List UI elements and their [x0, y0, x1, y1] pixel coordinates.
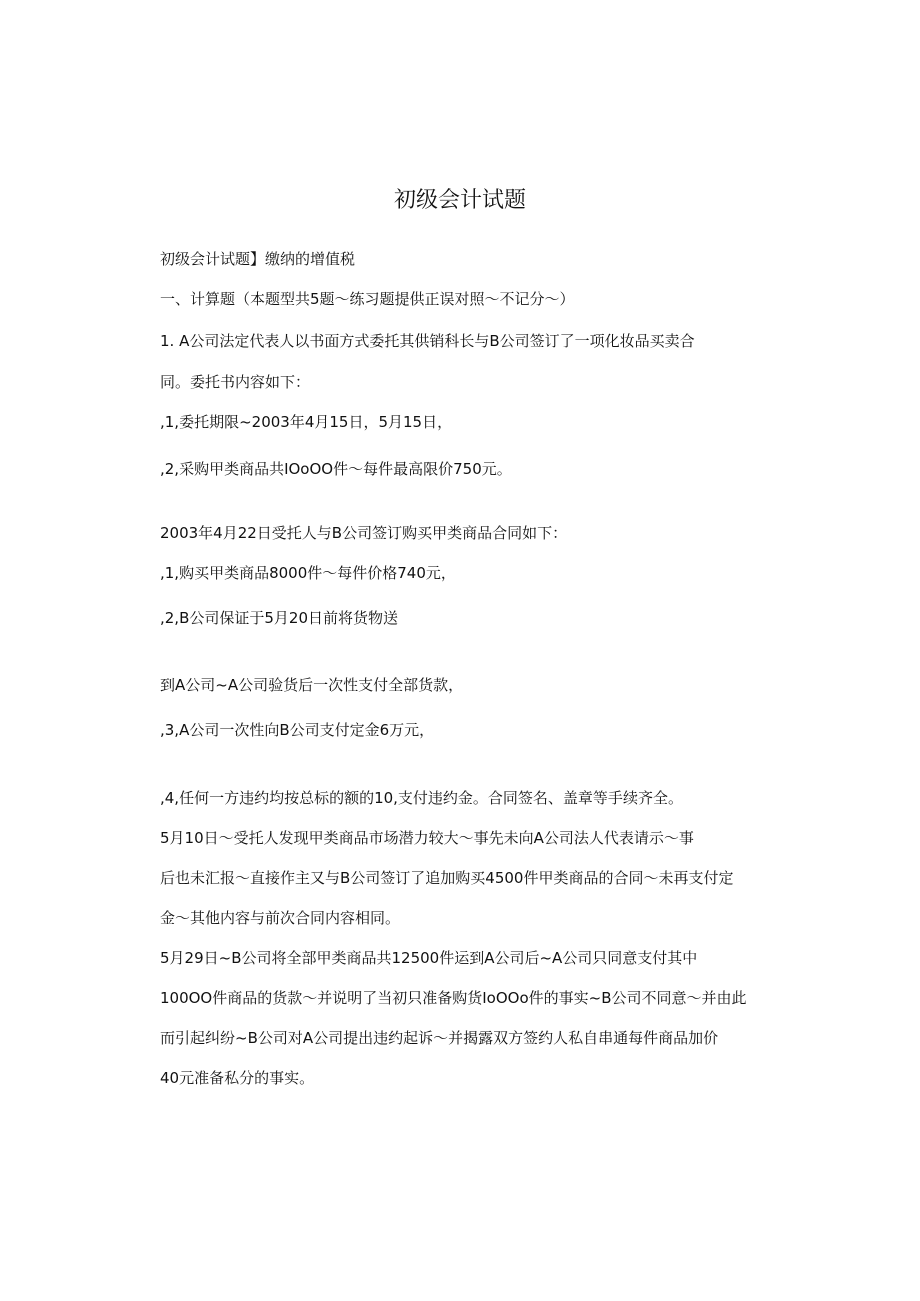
- paragraph-line: 2003年4月22日受托人与B公司签订购买甲类商品合同如下：: [160, 524, 568, 542]
- page-title: 初级会计试题: [393, 188, 526, 213]
- paragraph-line: 40元准备私分的事实。: [160, 1069, 315, 1087]
- paragraph-line: ,1,委托期限~2003年4月15日，5月15日，: [160, 413, 453, 431]
- paragraph-line: 5月10日～受托人发现甲类商品市场潜力较大～事先未向A公司法人代表请示～事: [160, 829, 694, 847]
- paragraph-line: 而引起纠纷~B公司对A公司提出违约起诉～并揭露双方签约人私自串通每件商品加价: [160, 1029, 719, 1047]
- subtitle-line: 初级会计试题】缴纳的增值税: [160, 250, 356, 268]
- paragraph-line: ,3,A公司一次性向B公司支付定金6万元，: [160, 721, 435, 739]
- paragraph-line: ,1,购买甲类商品8000件～每件价格740元，: [160, 564, 456, 582]
- paragraph-line: 金～其他内容与前次合同内容相同。: [160, 909, 401, 927]
- paragraph-line: 100OO件商品的货款～并说明了当初只准备购货IoOOo件的事实~B公司不同意～并由此: [160, 989, 747, 1007]
- paragraph-line: ,2,采购甲类商品共IOoOO件～每件最高限价750元。: [160, 460, 512, 478]
- paragraph-line: 1. A公司法定代表人以书面方式委托其供销科长与B公司签订了一项化妆品买卖合: [160, 332, 695, 350]
- paragraph-line: 到A公司~A公司验货后一次性支付全部货款，: [160, 676, 464, 694]
- paragraph-line: 5月29日~B公司将全部甲类商品共12500件运到A公司后~A公司只同意支付其中: [160, 949, 698, 967]
- paragraph-line: 同。委托书内容如下：: [160, 373, 311, 391]
- section-heading: 一、计算题（本题型共5题～练习题提供正误对照～不记分～）: [160, 290, 575, 308]
- paragraph-line: ,2,B公司保证于5月20日前将货物送: [160, 609, 399, 627]
- paragraph-line: ,4,任何一方违约均按总标的额的10,支付违约金。合同签名、盖章等手续齐全。: [160, 789, 683, 807]
- paragraph-line: 后也未汇报～直接作主又与B公司签订了追加购买4500件甲类商品的合同～未再支付定: [160, 869, 734, 887]
